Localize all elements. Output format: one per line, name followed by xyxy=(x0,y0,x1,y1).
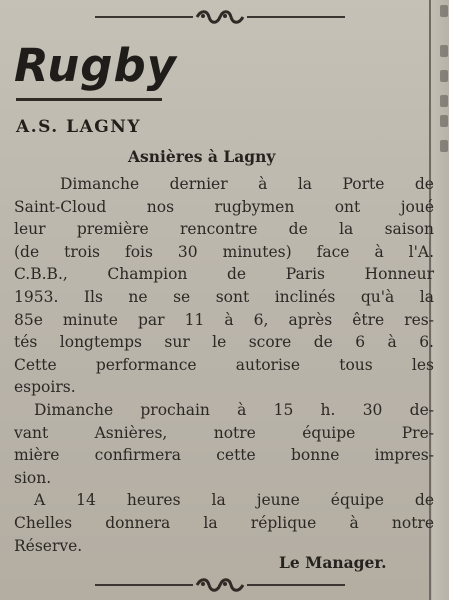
body-line: 85e minute par 11 à 6, après être res- xyxy=(14,310,434,329)
body-line: 1953. Ils ne se sont inclinés qu'à la xyxy=(14,287,434,306)
article-body xyxy=(14,173,434,557)
body-line: Saint-Cloud nos rugbymen ont joué xyxy=(14,197,434,216)
body-line: vant Asnières, notre équipe Pre- xyxy=(14,423,434,442)
match-heading: Asnières à Lagny xyxy=(128,147,276,166)
signature: Le Manager. xyxy=(279,553,387,572)
body-line: tés longtemps sur le score de 6 à 6. xyxy=(14,333,434,352)
adjacent-column-edge xyxy=(432,0,449,600)
body-line: mière confirmera cette bonne impres- xyxy=(14,446,434,465)
body-line: C.B.B., Champion de Paris Honneur xyxy=(14,265,434,284)
article-title: Rugby xyxy=(14,39,177,92)
scroll-ornament-icon xyxy=(195,578,245,592)
body-line: leur première rencontre de la saison xyxy=(14,220,434,239)
body-line: Chelles donnera la réplique à notre xyxy=(14,513,434,532)
body-line: Réserve. xyxy=(14,536,83,555)
title-underline xyxy=(16,98,162,101)
body-line: Dimanche prochain à 15 h. 30 de- xyxy=(34,400,434,419)
body-line: Dimanche dernier à la Porte de xyxy=(60,175,434,193)
body-line: A 14 heures la jeune équipe de xyxy=(34,491,434,510)
body-line: Cette performance autorise tous les xyxy=(14,355,434,374)
scroll-ornament-icon xyxy=(195,10,245,24)
top-ornament xyxy=(95,10,345,24)
body-line: sion. xyxy=(14,468,52,487)
body-line: espoirs. xyxy=(14,378,76,397)
bottom-ornament xyxy=(95,578,345,592)
club-name: A.S. LAGNY xyxy=(16,117,141,137)
body-line: (de trois fois 30 minutes) face à l'A. xyxy=(14,242,434,261)
